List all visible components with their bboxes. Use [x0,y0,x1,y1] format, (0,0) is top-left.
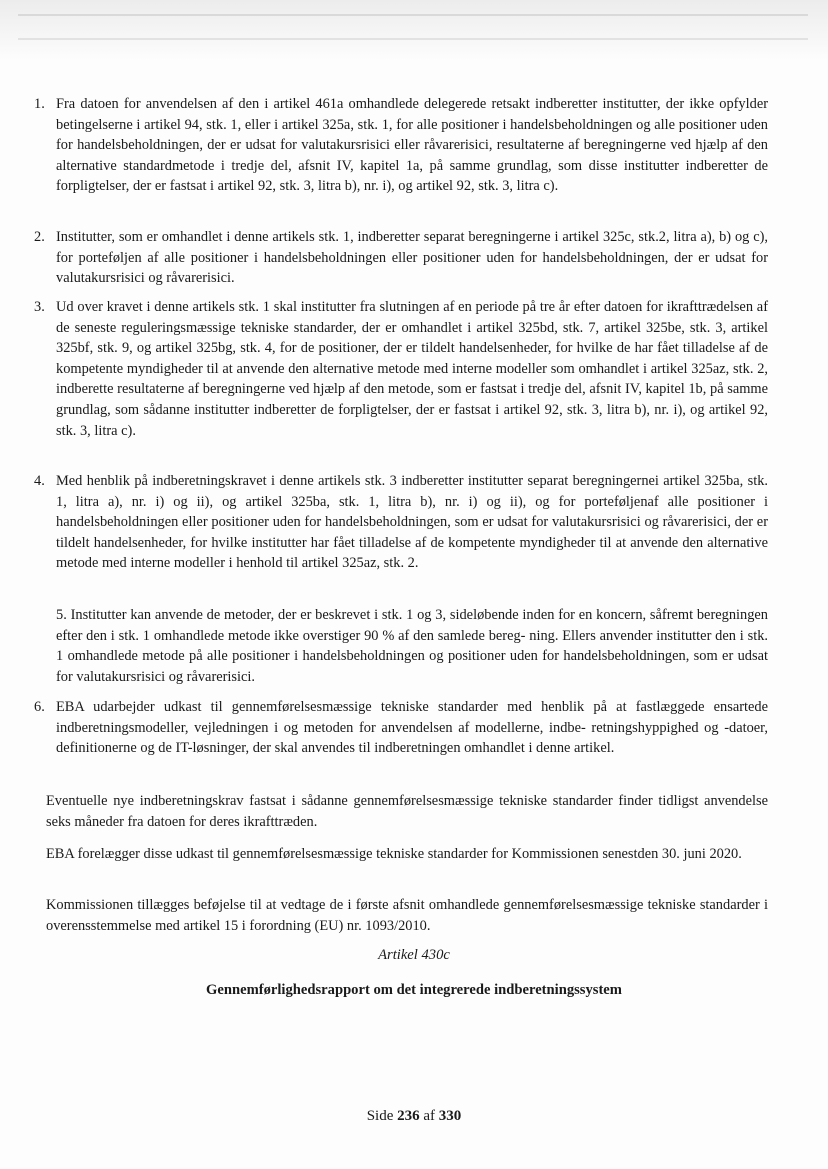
footer-prefix: Side [366,1108,394,1124]
list-item [34,697,768,759]
item-text: Fra datoen for anvendelsen af den i artikel 461a omhandlede delegerede retsakt indberetter institutter, der ikke opfylder betingelserne i artikel 94, stk. 1, eller i artikel 325a, stk. 1, for alle positioner i handelsbeholdningen og alle positioner uden for handelsbeholdningen, der er udsat for valutakursrisici eller råvarerisici, resultaterne af beregningerne ved hjælp af den alternative standardmetode i tredje del, afsnit IV, kapitel 1a, på samme grundlag, som disse institutter indberetter de forpligtelser, der er fastsat i artikel 92, stk. 3, litra b), nr. i), og artikel 92, stk. 3, litra c). [56,96,768,195]
page-footer [0,1106,828,1127]
footer-page-number: 236 [397,1108,420,1124]
item-number: 3. [34,299,45,315]
item-text: Ud over kravet i denne artikels stk. 1 skal institutter fra slutningen af en periode på tre år efter datoen for ikrafttrædelsen af de seneste reguleringsmæssige tekniske standarder, der er omhandlet i artikel 325bd, stk. 7, artikel 325be, stk. 3, artikel 325bf, stk. 9, og artikel 325bg, stk. 4, for de positioner, der er tildelt handelsenheder, for hvilke de har fået tilladelse af de kompetente myndigheder til at anvende den alternative metode med interne modeller som omhandlet i artikel 325az, stk. 2, indberette resultaterne af beregningerne ved hjælp af den metode, som er fastsat i tredje del, afsnit IV, kapitel 1b, på samme grundlag, som sådanne institutter indberetter de forpligtelser, der er fastsat i artikel 92, stk. 3, litra b), nr. i), og artikel 92, stk. 3, litra c). [56,299,768,439]
item-number: 2. [34,229,45,245]
item-text: EBA udarbejder udkast til gennemførelsesmæssige tekniske standarder med henblik på at fastlæggede ensartede indberetningsmodeller, vejledningen i og metoden for anvendelsen af modellerne, indbe- retningshyppighed og -datoer, definitionerne og de IT-løsninger, der skal anvendes til indberetningen omhandlet i denne artikel. [56,699,768,757]
article-title: Gennemførlighedsrapport om det integrerede indberetningssystem [206,982,622,998]
footer-middle: af [423,1108,436,1124]
item-number: 6. [34,699,45,715]
paragraph: Eventuelle nye indberetningskrav fastsat i sådanne gennemførelsesmæssige tekniske standarder finder tidligst anvendelse seks måneder fra datoen for deres ikrafttræden. [46,793,768,830]
paragraph: EBA forelægger disse udkast til gennemførelsesmæssige tekniske standarder for Kommissionen senestden 30. juni 2020. [46,846,742,862]
list-item [34,471,768,574]
article-reference: Artikel 430c [378,947,450,963]
footer-total-pages: 330 [438,1108,462,1124]
list-item [34,297,768,441]
item-text: Institutter, som er omhandlet i denne artikels stk. 1, indberetter separat beregningerne i artikel 325c, stk.2, litra a), b) og c), for porteføljen af alle positioner i handelsbeholdningen eller positioner uden for handelsbeholdningen, der er udsat for valutakursrisici og råvarerisici. [56,229,768,287]
list-item [34,94,768,197]
list-item [34,227,768,289]
item-number: 4. [34,473,45,489]
item-text: Med henblik på indberetningskravet i denne artikels stk. 3 indberetter institutter separat beregningernei artikel 325ba, stk. 1, litra a), nr. i) og ii), og artikel 325ba, stk. 1, litra b), nr. i) og ii), og for porteføljenaf alle positioner i handelsbeholdningen eller positioner uden for handelsbeholdningen, som er udsat for valutakursrisici og råvarerisici, der er tildelt handelsenheder, for hvilke institutter har fået tilladelse af de kompetente myndigheder til at anvende den alternative metode med interne modeller i henhold til artikel 325az, stk. 2. [56,473,768,572]
list-item-5: 5. Institutter kan anvende de metoder, der er beskrevet i stk. 1 og 3, sideløbende inden for en koncern, såfremt beregningen efter den i stk. 1 omhandlede metode ikke overstiger 90 % af den samlede bereg- ning. Ellers anvender institutter den i stk. 1 omhandlede metode på alle positioner i handelsbeholdningen og positioner uden for handelsbeholdningen, som er udsat for valutakursrisici og råvarerisici. [56,607,768,685]
paragraph: Kommissionen tillægges beføjelse til at vedtage de i første afsnit omhandlede gennemførelsesmæssige tekniske standarder i overensstemmelse med artikel 15 i forordning (EU) nr. 1093/2010. [46,897,768,934]
item-number: 1. [34,96,45,112]
